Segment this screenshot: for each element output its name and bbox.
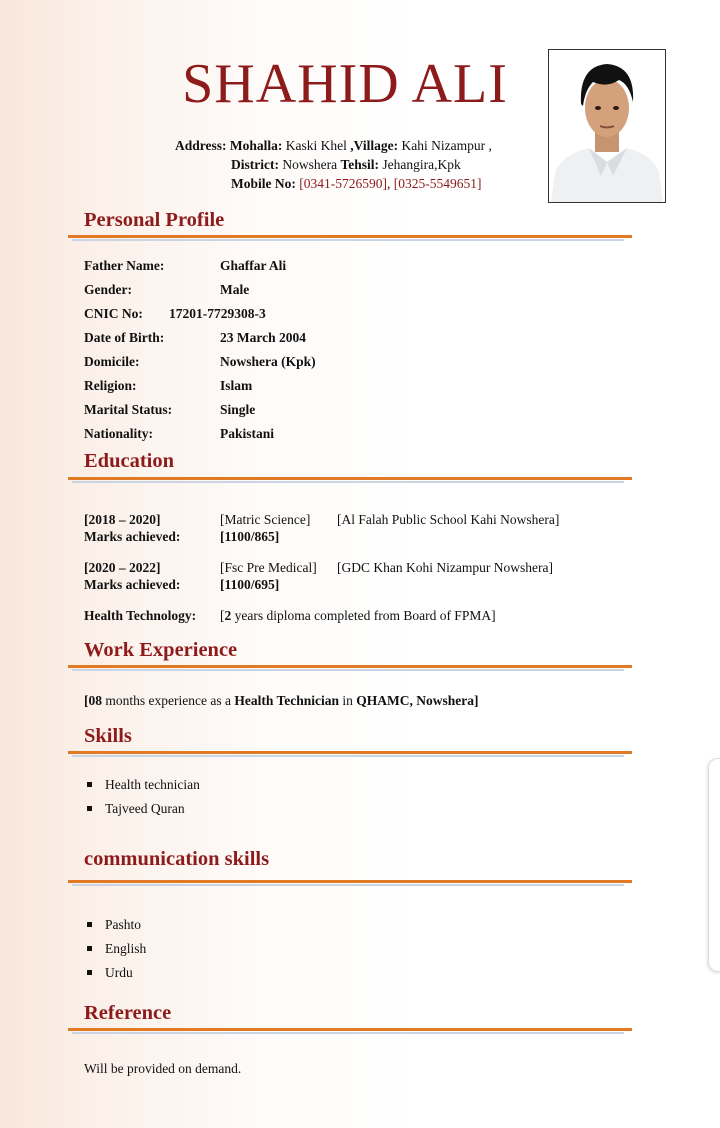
phone-2: [0325-5549651] [393, 176, 482, 191]
mobile-label: Mobile No: [231, 176, 296, 191]
father-name-value: Ghaffar Ali [220, 258, 287, 273]
mohalla-value: Kaski Khel [285, 138, 347, 153]
cnic-label: CNIC No: [84, 306, 143, 321]
village-value: Kahi Nizampur , [401, 138, 492, 153]
profile-photo [548, 49, 666, 203]
ht-years: 2 [224, 608, 232, 623]
address-line-1 [175, 136, 492, 155]
edu-1-marks: [1100/865] [220, 529, 280, 544]
address-line-3 [175, 174, 492, 193]
marital-status-label: Marital Status: [84, 402, 173, 417]
bullet-square-icon [87, 922, 92, 927]
edu-2-school: [GDC Khan Kohi Nizampur Nowshera] [337, 560, 553, 575]
work-months: 08 [88, 693, 102, 708]
contact-address [175, 136, 492, 193]
dob-label: Date of Birth: [84, 330, 165, 345]
work-text-1: months experience as a [102, 693, 235, 708]
edu-2-years: [2020 – 2022] [84, 560, 161, 575]
health-technology-value [220, 607, 496, 624]
cnic-value: 17201-7729308-3 [169, 306, 266, 321]
work-role: Health Technician [234, 693, 339, 708]
section-title-reference: Reference [84, 1002, 172, 1024]
section-title-work-experience: Work Experience [84, 639, 238, 661]
section-divider [68, 880, 632, 886]
section-title-education: Education [84, 450, 174, 472]
nationality-value: Pakistani [220, 426, 275, 441]
bullet-square-icon [87, 782, 92, 787]
edu-1-school: [Al Falah Public School Kahi Nowshera] [337, 512, 560, 527]
edu-2-marks-label: Marks achieved: [84, 577, 181, 592]
father-name-label: Father Name: [84, 258, 165, 273]
section-title-skills: Skills [84, 725, 132, 747]
edu-1-marks-label: Marks achieved: [84, 529, 181, 544]
phone-separator: , [387, 176, 391, 191]
phone-1: [0341-5726590] [299, 176, 387, 191]
section-divider [68, 1028, 632, 1034]
edu-2-degree: [Fsc Pre Medical] [220, 560, 317, 575]
domicile-label: Domicile: [84, 354, 140, 369]
side-panel-tab[interactable] [708, 758, 720, 972]
section-divider [68, 477, 632, 483]
religion-label: Religion: [84, 378, 137, 393]
ht-text: years diploma completed from Board of FPMA] [231, 608, 496, 623]
work-open: [ [84, 693, 89, 708]
edu-1-years: [2018 – 2020] [84, 512, 161, 527]
nationality-label: Nationality: [84, 426, 153, 441]
gender-label: Gender: [84, 282, 132, 297]
bullet-square-icon [87, 946, 92, 951]
work-experience-text [84, 692, 479, 710]
domicile-value: Nowshera (Kpk) [220, 354, 316, 369]
mohalla-label: Mohalla: [229, 138, 283, 153]
ht-open: [ [220, 608, 225, 623]
tehsil-value: Jehangira,Kpk [382, 157, 461, 172]
tehsil-label: Tehsil: [340, 157, 379, 172]
gender-value: Male [220, 282, 250, 297]
village-label: ,Village: [350, 138, 399, 153]
reference-text: Will be provided on demand. [84, 1061, 242, 1076]
section-title-personal-profile: Personal Profile [84, 209, 225, 231]
candidate-name: SHAHID ALI [182, 53, 508, 115]
dob-value: 23 March 2004 [220, 330, 306, 345]
section-divider [68, 665, 632, 671]
district-label: District: [231, 157, 279, 172]
section-title-communication-skills: communication skills [84, 848, 270, 870]
section-divider [68, 751, 632, 757]
work-place: QHAMC, Nowshera [356, 693, 474, 708]
bullet-square-icon [87, 970, 92, 975]
address-line-2 [175, 155, 492, 174]
address-label: Address: [175, 138, 227, 153]
section-divider [68, 235, 632, 241]
district-value: Nowshera [282, 157, 338, 172]
marital-status-value: Single [220, 402, 256, 417]
bullet-square-icon [87, 806, 92, 811]
religion-value: Islam [220, 378, 253, 393]
edu-2-marks: [1100/695] [220, 577, 280, 592]
edu-1-degree: [Matric Science] [220, 512, 311, 527]
work-text-2: in [338, 693, 357, 708]
work-close: ] [474, 693, 479, 708]
health-technology-label: Health Technology: [84, 608, 197, 623]
person-portrait-icon [549, 50, 665, 202]
